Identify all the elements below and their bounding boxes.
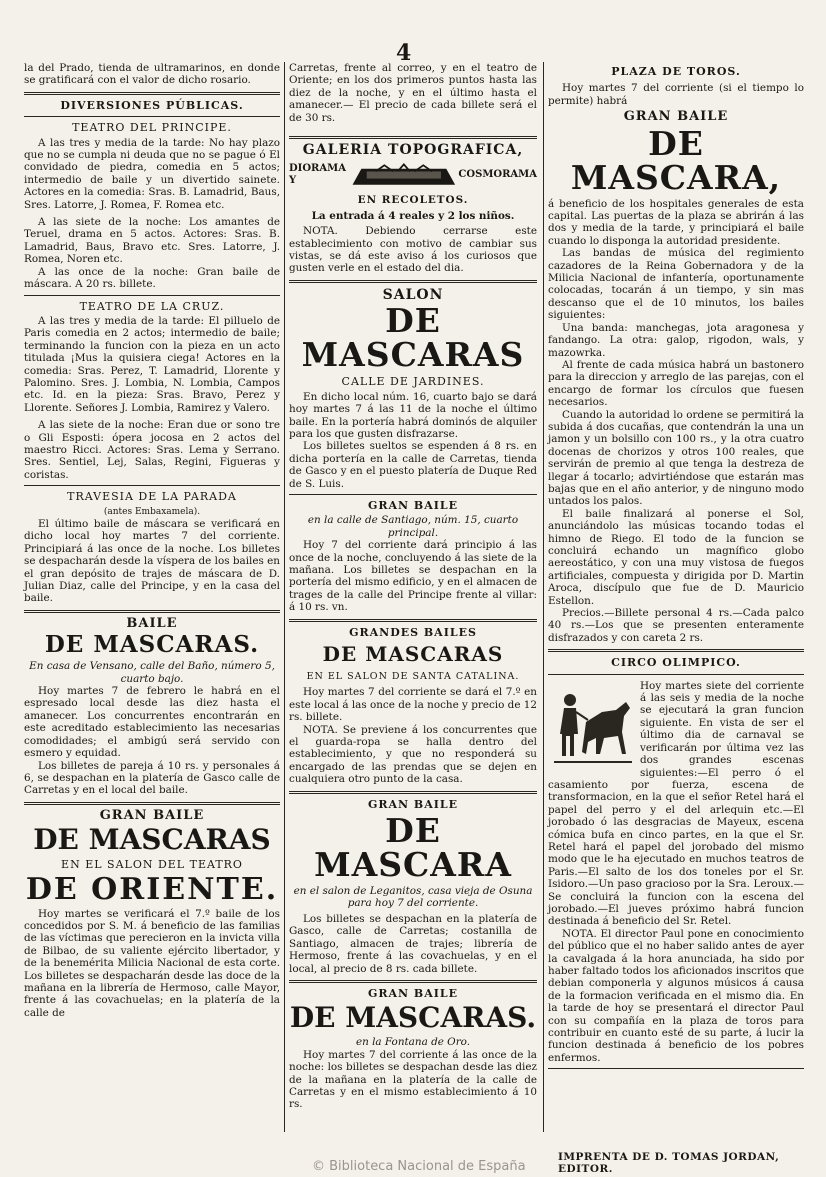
column-right [548, 62, 804, 1074]
divider [24, 92, 280, 95]
ad-heading: DE ORIENTE. [25, 871, 279, 907]
ad-heading: CALLE DE JARDINES. [341, 375, 485, 389]
paragraph: Hoy martes siete del corriente á las seis y media de la noche se ejecutará la gran funcion siguiente. En vista de ser el último dia de carnaval se verificarán por última vez las dos grandes escenas siguientes:—El perro ó el casamiento por fuerza, escena de transformacion, en la que el señor Retel hará el papel del perro y el del arlequin etc.—El jorobado ó las desgracias de Mayeux, escena cómica bufa en cinco partes, en la que el Sr. Retel hará el papel del jorobado del mismo modo que le ha ejecutado en muchos teatros de Paris.—El salto de los dos toneles por el Sr. Isidoro.—Un paso gracioso por la Sra. Leroux.—Se concluirá la funcion con la escena del jorobado.—El jueves próximo habrá funcion destinada á beneficio del Sr. Retel. [548, 679, 804, 928]
divider [548, 1068, 804, 1069]
plaza-title: PLAZA DE TOROS. [611, 65, 741, 78]
watermark: © Biblioteca Nacional de España [312, 1159, 526, 1174]
paragraph: Hoy martes 7 de febrero le habrá en el espresado local desde las diez hasta el amanecer. Los concurrentes encontrarán en este acreditado establecimiento las necesarias comodidades; el ambigú será servido con esmero y equidad. [24, 685, 280, 760]
paragraph: Hoy 7 del corriente dará principio á las once de la noche, concluyendo á las siete de la mañana. Los billetes se despachan en la portería del mismo edificio, y en el almacen de trages de la calle del Principe frente al villar: á 10 rs. vn. [289, 539, 537, 614]
theatre-title: TEATRO DEL PRINCIPE. [72, 121, 232, 135]
paragraph: Una banda: manchegas, jota aragonesa y fandango. La otra: galop, rigodon, wals, y mazowrka. [548, 321, 804, 359]
divider [289, 136, 537, 139]
ad-heading: GRAN BAILE [367, 498, 459, 512]
divider [289, 494, 537, 495]
ad-heading: DE MASCARAS [301, 301, 525, 375]
divider [24, 295, 280, 296]
divider [24, 802, 280, 805]
divider [548, 674, 804, 675]
paragraph: Precios.—Billete personal 4 rs.—Cada palco 40 rs.—Los que se presenten enteramente disfrazados y con careta 2 rs. [548, 607, 804, 644]
paragraph: NOTA. Se previene á los concurrentes que el guarda-ropa se halla dentro del establecimiento, y que no responderá su encargado de las prendas que se dejen en cualquiera otro punto de la casa. [289, 723, 537, 786]
diorama-engraving-icon [349, 160, 459, 190]
ad-location: en el salon de Leganitos, casa vieja de Osuna para hoy 7 del corriente. [293, 885, 533, 910]
horse-rider-engraving-icon [552, 682, 634, 772]
paragraph: A las tres y media de la tarde: No hay plazo que no se cumpla ni deuda que no se pague ó El convidado de piedra, comedia en 5 actos; intermedio de baile y un divertido sainete. Actores en la comedia: Sras. B. Lamadrid, Baus, Sres. Latorre, J. Romea, F. Romea etc. [24, 136, 280, 211]
paragraph: Al frente de cada música habrá un bastonero para la direccion y arreglo de las parejas, con el encargo de formar los círculos que fuesen necesarios. [548, 358, 804, 409]
divider [289, 791, 537, 794]
ad-location: En casa de Vensano, calle del Baño, número 5, cuarto bajo. [29, 660, 275, 685]
paragraph: Hoy martes se verificará el 7.º baile de los concedidos por S. M. á beneficio de las familias de las víctimas que perecieron en la invicta villa de Bilbao, de su valiente ejército libertador, y de la benemérita Milicia Nacional de esta corte. Los billetes se despacharán desde las doce de la mañana en la librería de Hermoso, calle Mayor, frente á las covachuelas; en la platería de la calle de [24, 907, 280, 1019]
section-title: DIVERSIONES PÚBLICAS. [60, 98, 244, 112]
paragraph: Hoy martes 7 del corriente (si el tiempo lo permite) habrá [548, 82, 804, 107]
paragraph: Hoy martes 7 del corriente se dará el 7.º en este local á las once de la noche y precio de 12 rs. billete. [289, 686, 538, 724]
paragraph: Los billetes de pareja á 10 rs. y personales á 6, se despachan en la platería de Gasco calle de Carretas y en el local del baile. [24, 759, 280, 797]
ad-heading: GRANDES BAILES [349, 625, 477, 639]
ad-heading: GRAN BAILE [99, 807, 205, 823]
ad-heading: GRAN BAILE [623, 109, 729, 125]
ad-heading: SALON [382, 286, 444, 303]
divider [24, 610, 280, 613]
paragraph: Las bandas de música del regimiento cazadores de la Reina Gobernadora y de la Milicia Nacional de infantería, oportunamente colocadas, tocarán á un tiempo, y sin mas descanso que el de 10 minutos, los bailes siguientes: [548, 247, 804, 322]
diorama-label: DIORAMA Y [289, 163, 346, 187]
ad-heading: GRAN BAILE [367, 797, 459, 811]
paragraph: á beneficio de los hospitales generales de esta capital. Las puertas de la plaza se abrirán á las dos y media de la tarde, y principiará el baile cuando lo disponga la autoridad presidente. [548, 197, 804, 247]
theatre-title: TEATRO DE LA CRUZ. [79, 299, 225, 313]
divider [24, 116, 280, 117]
venue-title: TRAVESIA DE LA PARADA [67, 490, 237, 504]
ad-location: en la Fontana de Oro. [355, 1036, 471, 1049]
ad-heading: DE MASCARA, [570, 123, 782, 197]
column-left [24, 62, 280, 1019]
ad-heading: DE MASCARAS [322, 642, 504, 666]
paragraph: Los billetes se despachan en la platería de Gasco, calle de Carretas; costanilla de Santiago, almacen de trajes; librería de Hermoso, frente á las covachuelas, y en el local, al precio de 8 rs. cada billete. [289, 912, 537, 975]
intro-text: la del Prado, tienda de ultramarinos, en donde se gratificará con el valor de dicho rosario. [24, 62, 280, 87]
column-rule-right [543, 62, 544, 1132]
paragraph: NOTA. Debiendo cerrarse este establecimiento con motivo de cambiar sus vistas, se dá este aviso á los curiosos que gusten verle en el estado del dia. [289, 225, 537, 275]
divider [289, 280, 537, 283]
divider [548, 649, 804, 652]
paragraph: El baile finalizará al ponerse el Sol, anunciándolo las músicas tocando todas el himno de Riego. El todo de la funcion se concluirá echando un magnífico globo aereostático, y con una muy vistosa de fuegos artificiales, compuesta y dirigida por D. Martin Aroca, discípulo que fue de D. Mauricio Estellon. [548, 507, 804, 607]
printer-imprint: IMPRENTA DE D. TOMAS JORDAN, EDITOR. [558, 1151, 780, 1175]
paragraph: Carretas, frente al correo, y en el teatro de Oriente; en los dos primeros puntos hasta las diez de la noche, y en el último hasta el amanecer.— El precio de cada billete será el de 30 rs. [289, 62, 537, 124]
column-rule-left [284, 62, 285, 1132]
paragraph: A las siete de la noche: Eran due or sono tre o Gli Esposti: ópera jocosa en 2 actos del maestro Ricci. Actores: Sras. Lema y Serrano. Sres. Sentiel, Lej, Salas, Regini, Figueras y coristas. [24, 419, 280, 481]
divider [289, 980, 537, 983]
paragraph: Los billetes sueltos se espenden á 8 rs. en dicha portería en la calle de Carretas, tienda de Gasco y en el puesto platería de Duque Red de S. Luis. [289, 440, 537, 490]
divider [24, 485, 280, 486]
ad-heading: BAILE [126, 615, 178, 631]
venue-subtitle: (antes Embaxamela). [103, 506, 201, 517]
ad-heading: GRAN BAILE [367, 986, 459, 1000]
ad-heading: GALERIA TOPOGRAFICA, [302, 142, 524, 159]
ad-price: La entrada á 4 reales y 2 los niños. [311, 209, 515, 222]
column-middle [289, 62, 537, 1111]
ad-heading: EN EL SALON DE SANTA CATALINA. [306, 671, 520, 682]
divider [289, 619, 537, 622]
paragraph: A las siete de la noche: Los amantes de Teruel, drama en 5 actos. Actores: Sras. B. Lamadrid, Baus, Bravo etc. Sres. Latorre, J. Romea, Noren etc. [24, 216, 280, 266]
ad-location: en la calle de Santiago, núm. 15, cuarto principal. [307, 514, 519, 539]
ad-heading: DE MASCARAS. [44, 631, 260, 659]
ad-heading: DE MASCARAS. [289, 1001, 537, 1035]
diorama-row [289, 160, 537, 190]
paragraph: A las tres y media de la tarde: El pilluelo de Paris comedia en 2 actos; intermedio de baile; terminando la funcion con la pieza en un acto titulada ¡Mus la quisiera ciega! Actores en la comedia: Sras. Perez, T. Lamadrid, Llorente y Palomino. Sres. J. Lombia, N. Lombia, Campos etc. Id. en la pieza: Sras. Bravo, Perez y Llorente. Señores J. Lombia, Ramirez y Valero. [24, 314, 280, 414]
paragraph: El último baile de máscara se verificará en dicho local hoy martes 7 del corriente. Principiará á las once de la noche. Los billetes se despacharán desde la víspera de los bailes en el gran depósito de trajes de máscara de D. Julian Diaz, calle del Principe, y en la casa del baile. [24, 518, 280, 605]
circo-title: CIRCO OLIMPICO. [611, 656, 741, 670]
paragraph: Hoy martes 7 del corriente á las once de la noche: los billetes se despachan desde las diez de la mañana en la platería de la calle de Carretas y en el mismo establecimiento á 10 rs. [289, 1048, 537, 1111]
ad-place: EN RECOLETOS. [357, 194, 469, 207]
paragraph: En dicho local núm. 16, cuarto bajo se dará hoy martes 7 á las 11 de la noche el último baile. En la portería habrá dominós de alquiler para los que gusten disfrazarse. [289, 390, 537, 440]
paragraph: NOTA. El director Paul pone en conocimiento del público que el no haber salido antes de ayer la cavalgada á la hora anunciada, ha sido por haber faltado todos los aficionados inscritos que debian componerla y algunos músicos á causa de la formacion verificada en el mismo dia. En la tarde de hoy se presentará el director Paul con su compañía en la plaza de toros para contribuir en cuanto esté de su parte, á lucir la funcion destinada á beneficio de los pobres enfermos. [548, 927, 804, 1064]
page-number: 4 [396, 40, 412, 66]
paragraph: Cuando la autoridad lo ordene se permitirá la subida á dos cucañas, que contendrán la una un jamon y un bolsillo con 100 rs., y la otra cuatro docenas de chorizos y otros 100 reales, que servirán de premio al que tenga la destreza de llegar á tocarlo; advirtiéndose que estarán mas bajas que en el año anterior, y de ninguno modo untados los palos. [548, 408, 804, 508]
ad-heading: DE MASCARAS [33, 823, 271, 857]
paragraph: A las once de la noche: Gran baile de máscara. A 20 rs. billete. [24, 265, 280, 291]
cosmorama-label: COSMORAMA [458, 169, 537, 181]
ad-heading: DE MASCARA [314, 811, 512, 885]
ad-heading: EN EL SALON DEL TEATRO [61, 858, 243, 872]
